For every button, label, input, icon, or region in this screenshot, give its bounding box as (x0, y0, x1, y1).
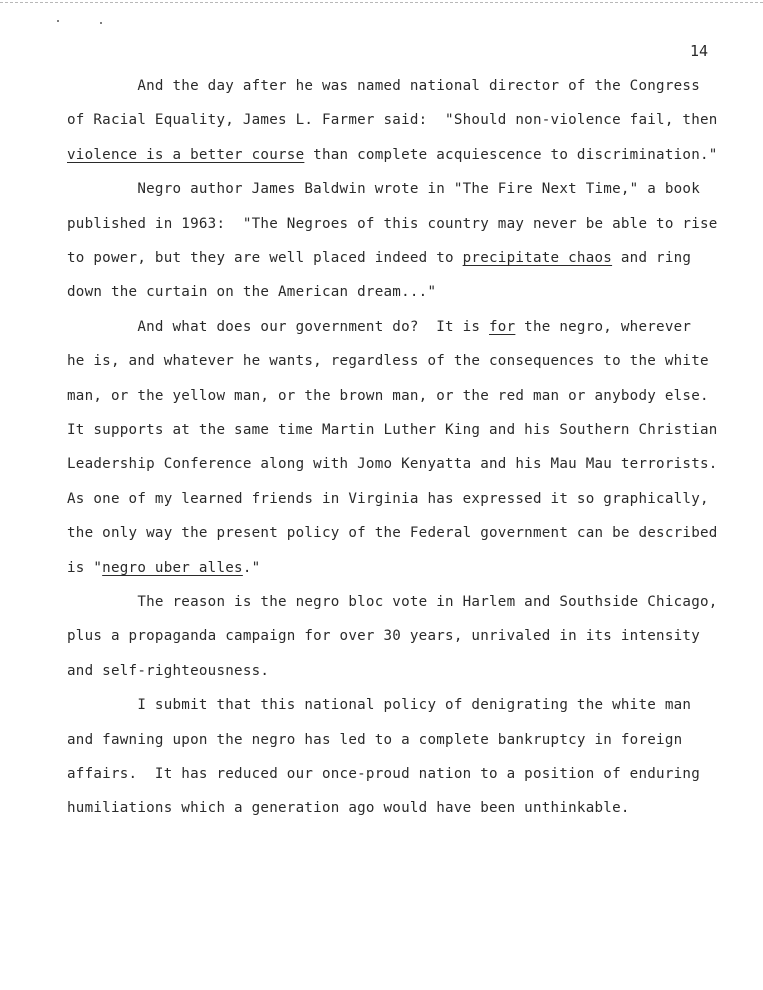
text-line (67, 765, 700, 783)
text-line (67, 318, 691, 336)
text-segment: of Racial Equality, James L. Farmer said: "Should non-violence fail, then (67, 112, 718, 129)
text-segment: The reason is the negro bloc vote in Harlem and Southside Chicago, (67, 594, 718, 610)
text-segment: Leadership Conference along with Jomo Kenyatta and his Mau Mau terrorists. (67, 456, 718, 473)
text-segment: plus a propaganda campaign for over 30 years, unrivaled in its intensity (67, 628, 700, 645)
text-segment: he is, and whatever he wants, regardless of the consequences to the white (67, 353, 709, 370)
text-segment: Negro author James Baldwin wrote in "The Fire Next Time," a book (67, 181, 700, 198)
text-line (67, 283, 436, 301)
text-line (67, 593, 718, 611)
text-line (67, 490, 709, 508)
text-line (67, 455, 718, 473)
text-segment: the only way the present policy of the Federal government can be described (67, 525, 718, 542)
text-segment: man, or the yellow man, or the brown man, or the red man or anybody else. (67, 387, 709, 404)
text-line (67, 215, 718, 233)
scan-speck (100, 22, 102, 24)
text-line (67, 559, 260, 577)
text-segment: And what does our government do? It is (67, 318, 489, 335)
underlined-phrase: violence is a better course (67, 146, 305, 163)
text-line (67, 696, 691, 714)
underlined-phrase: precipitate chaos (462, 250, 613, 266)
text-segment: and self-righteousness. (67, 662, 270, 679)
scan-speck (57, 20, 59, 22)
text-line (67, 799, 630, 817)
text-segment: It supports at the same time Martin Luther King and his Southern Christian (67, 422, 718, 438)
text-line (67, 249, 691, 267)
text-line (67, 352, 709, 370)
text-segment: affairs. It has reduced our once-proud nation to a position of enduring (67, 766, 700, 782)
text-line (67, 627, 700, 645)
text-segment: I submit that this national policy of denigrating the white man (67, 697, 692, 714)
page-top-edge (0, 2, 763, 3)
text-segment: down the curtain on the American dream..." (67, 284, 437, 301)
text-segment: the negro, wherever (515, 318, 692, 335)
text-segment: and ring (612, 250, 692, 266)
text-line (67, 731, 682, 749)
text-segment: humiliations which a generation ago would have been unthinkable. (67, 800, 630, 817)
text-segment: As one of my learned friends in Virginia has expressed it so graphically, (67, 490, 709, 507)
underlined-phrase: negro uber alles (102, 559, 243, 576)
text-segment: And the day after he was named national director of the Congress (67, 78, 700, 94)
text-segment: to power, but they are well placed indeed to (67, 250, 463, 266)
text-segment: and fawning upon the negro has led to a complete bankruptcy in foreign (67, 731, 683, 748)
text-line (67, 524, 718, 542)
underlined-phrase: for (489, 318, 516, 335)
text-line (67, 77, 700, 95)
text-segment: ." (242, 559, 261, 576)
text-line (67, 111, 718, 129)
text-segment: published in 1963: "The Negroes of this country may never be able to rise (67, 215, 718, 232)
text-line (67, 387, 709, 405)
text-line (67, 421, 718, 439)
text-line (67, 662, 269, 680)
text-line (67, 180, 700, 198)
text-segment: is " (67, 559, 103, 576)
text-line (67, 146, 718, 164)
text-segment: than complete acquiescence to discrimination." (304, 146, 718, 163)
page-number: 14 (690, 42, 709, 60)
